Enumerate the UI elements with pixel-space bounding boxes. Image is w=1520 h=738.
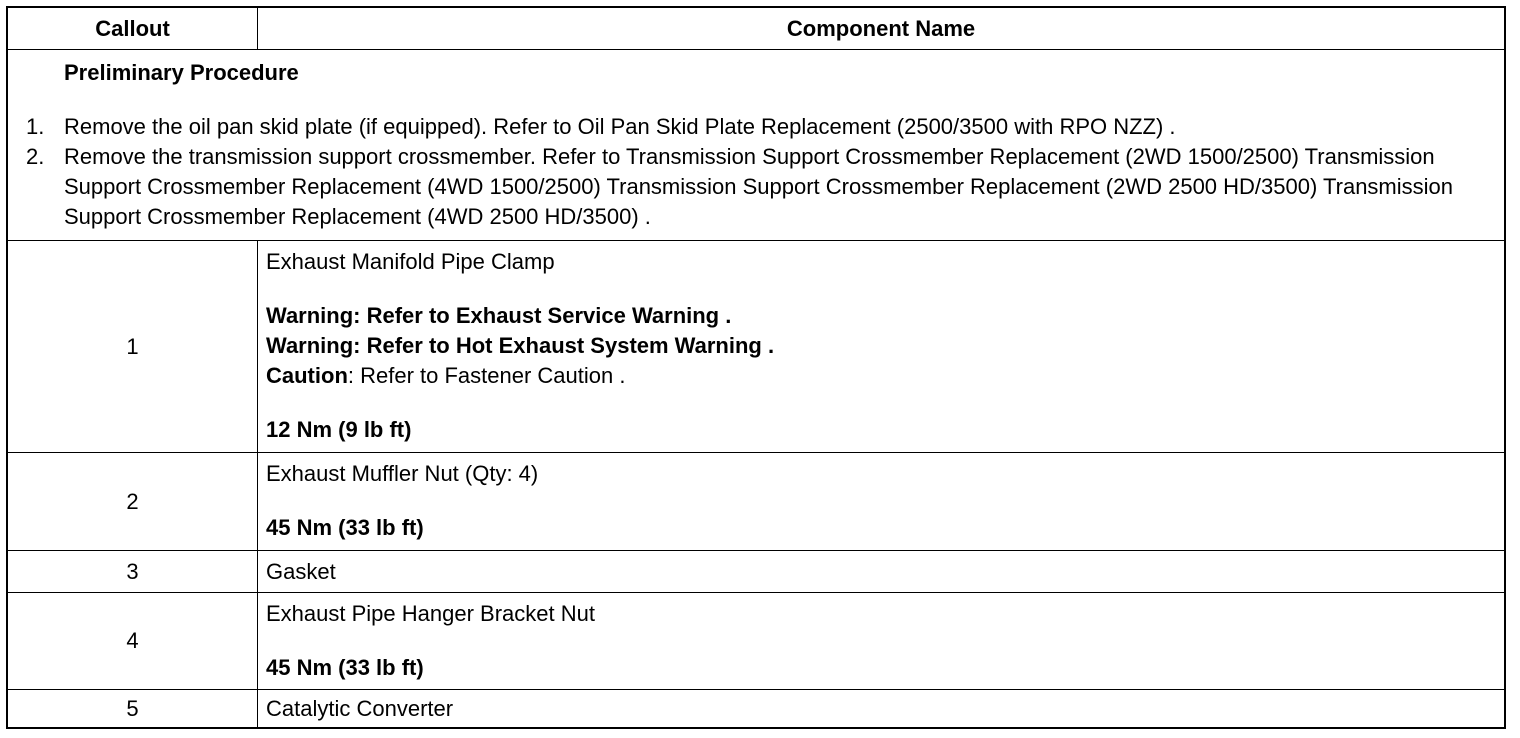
component-name: Exhaust Manifold Pipe Clamp	[266, 249, 555, 274]
table-row	[8, 453, 1504, 551]
callout-cell: 5	[8, 690, 258, 727]
header-component-name: Component Name	[786, 15, 976, 41]
table-row	[8, 690, 1504, 727]
component-name: Catalytic Converter	[266, 696, 454, 721]
table-row	[8, 551, 1504, 593]
warning-text: Warning: Refer to Hot Exhaust System Warning .	[266, 333, 775, 358]
callout-cell: 4	[8, 593, 258, 689]
step-text: Remove the transmission support crossmember. Refer to Transmission Support Crossmember Replacement (2WD 1500/2500) Transmission Support Crossmember Replacement (4WD 1500/2500) Transmission Support Crossmember Replacement (2WD 2500 HD/3500) Transmission Support Crossmember Replacement (4WD 2500 HD/3500) .	[64, 144, 1454, 229]
component-name: Exhaust Pipe Hanger Bracket Nut	[266, 601, 595, 626]
preliminary-procedure-row	[8, 50, 1504, 241]
step-number: 1.	[26, 114, 45, 139]
caution-body: : Refer to Fastener Caution .	[347, 363, 626, 388]
component-cell	[258, 551, 1504, 592]
torque-spec: 45 Nm (33 lb ft)	[266, 515, 424, 540]
component-table	[6, 6, 1506, 729]
step-number: 2.	[26, 144, 45, 169]
table-row	[8, 241, 1504, 453]
caution-text	[266, 361, 1496, 391]
torque-spec: 12 Nm (9 lb ft)	[266, 417, 412, 442]
header-callout: Callout	[8, 8, 258, 49]
torque-spec: 45 Nm (33 lb ft)	[266, 655, 424, 680]
component-name: Gasket	[266, 559, 336, 584]
table-row	[8, 593, 1504, 690]
warning-text: Warning: Refer to Exhaust Service Warning .	[266, 303, 732, 328]
callout-cell: 3	[8, 551, 258, 592]
component-cell	[258, 690, 1504, 727]
callout-cell: 2	[8, 453, 258, 550]
preliminary-procedure-title: Preliminary Procedure	[64, 60, 299, 85]
component-name: Exhaust Muffler Nut (Qty: 4)	[266, 461, 539, 486]
component-cell	[258, 453, 1504, 550]
callout-cell: 1	[8, 241, 258, 452]
component-cell	[258, 241, 1504, 452]
preliminary-procedure	[8, 50, 1504, 240]
procedure-steps	[26, 112, 1490, 232]
table-header-row	[8, 8, 1504, 50]
procedure-step	[26, 112, 1490, 142]
component-cell	[258, 593, 1504, 689]
caution-label: Caution	[266, 363, 348, 388]
procedure-step	[26, 142, 1490, 232]
step-text: Remove the oil pan skid plate (if equipped). Refer to Oil Pan Skid Plate Replacement (2500/3500 with RPO NZZ) .	[64, 114, 1176, 139]
